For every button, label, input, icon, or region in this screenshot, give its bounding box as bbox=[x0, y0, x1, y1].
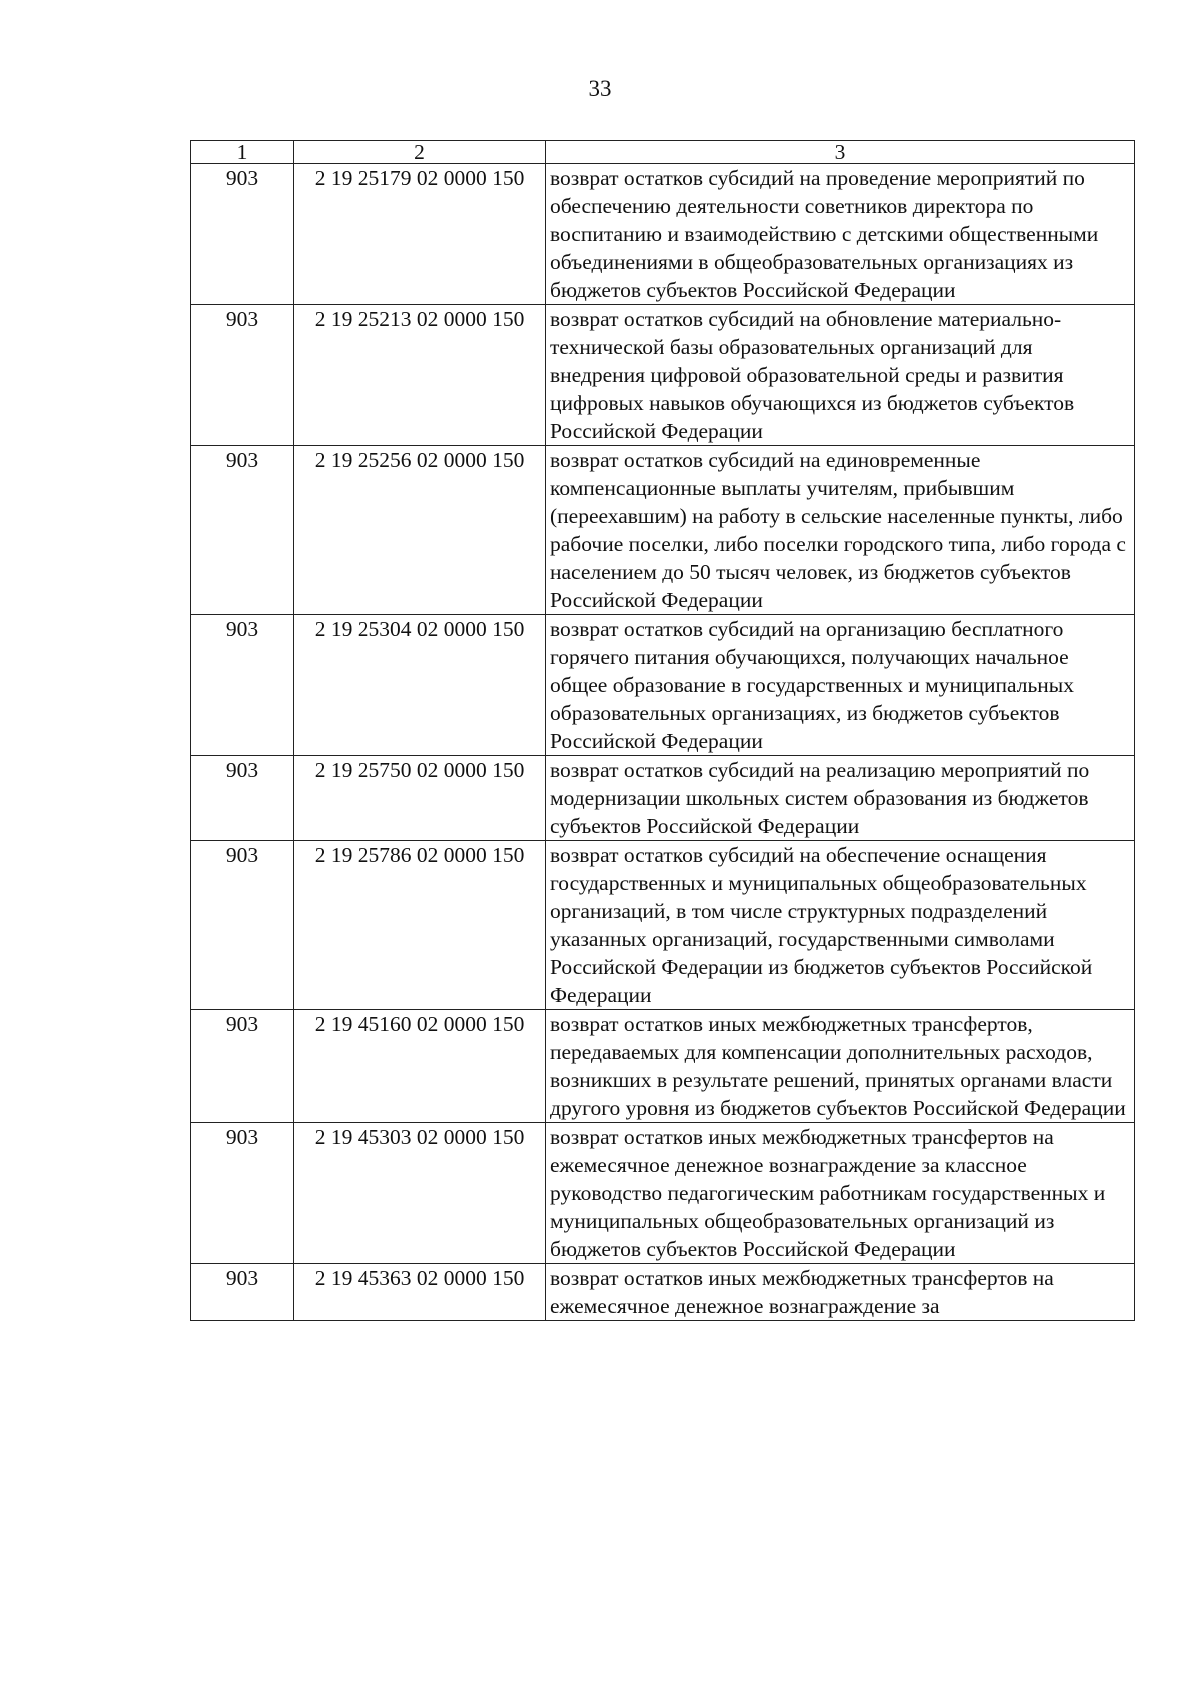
administrator-code-cell: 903 bbox=[191, 615, 294, 756]
description-cell: возврат остатков субсидий на единовременные компенсационные выплаты учителям, прибывшим (переехавшим) на работу в сельские населенные пункты, либо рабочие поселки, либо поселки городского типа, либо города с населением до 50 тысяч человек, из бюджетов субъектов Российской Федерации bbox=[546, 446, 1135, 615]
table-row bbox=[191, 841, 1135, 1010]
description-cell: возврат остатков иных межбюджетных трансфертов на ежемесячное денежное вознаграждение за bbox=[546, 1264, 1135, 1321]
description-cell: возврат остатков иных межбюджетных трансфертов, передаваемых для компенсации дополнительных расходов, возникших в результате решений, принятых органами власти другого уровня из бюджетов субъектов Российской Федерации bbox=[546, 1010, 1135, 1123]
table-row bbox=[191, 1264, 1135, 1321]
budget-code-cell: 2 19 25786 02 0000 150 bbox=[294, 841, 546, 1010]
description-cell: возврат остатков субсидий на обеспечение оснащения государственных и муниципальных общеобразовательных организаций, в том числе структурных подразделений указанных организаций, государственными символами Российской Федерации из бюджетов субъектов Российской Федерации bbox=[546, 841, 1135, 1010]
page-number: 33 bbox=[588, 76, 612, 101]
budget-code-cell: 2 19 25213 02 0000 150 bbox=[294, 305, 546, 446]
administrator-code-cell: 903 bbox=[191, 756, 294, 841]
budget-code-cell: 2 19 25179 02 0000 150 bbox=[294, 164, 546, 305]
table-row bbox=[191, 305, 1135, 446]
table-row bbox=[191, 615, 1135, 756]
administrator-code-cell: 903 bbox=[191, 305, 294, 446]
table-row bbox=[191, 1123, 1135, 1264]
column-header-3: 3 bbox=[546, 141, 1135, 164]
administrator-code-cell: 903 bbox=[191, 1010, 294, 1123]
administrator-code-cell: 903 bbox=[191, 446, 294, 615]
budget-code-cell: 2 19 45303 02 0000 150 bbox=[294, 1123, 546, 1264]
budget-code-cell: 2 19 45160 02 0000 150 bbox=[294, 1010, 546, 1123]
administrator-code-cell: 903 bbox=[191, 164, 294, 305]
budget-code-cell: 2 19 25256 02 0000 150 bbox=[294, 446, 546, 615]
column-header-2: 2 bbox=[294, 141, 546, 164]
description-cell: возврат остатков субсидий на обновление материально-технической базы образовательных организаций для внедрения цифровой образовательной среды и развития цифровых навыков обучающихся из бюджетов субъектов Российской Федерации bbox=[546, 305, 1135, 446]
budget-code-cell: 2 19 25750 02 0000 150 bbox=[294, 756, 546, 841]
administrator-code-cell: 903 bbox=[191, 1264, 294, 1321]
budget-codes-table bbox=[190, 140, 1135, 1321]
description-cell: возврат остатков иных межбюджетных трансфертов на ежемесячное денежное вознаграждение за классное руководство педагогическим работникам государственных и муниципальных общеобразовательных организаций из бюджетов субъектов Российской Федерации bbox=[546, 1123, 1135, 1264]
table-header-row bbox=[191, 141, 1135, 164]
column-header-1: 1 bbox=[191, 141, 294, 164]
description-cell: возврат остатков субсидий на проведение мероприятий по обеспечению деятельности советников директора по воспитанию и взаимодействию с детскими общественными объединениями в общеобразовательных организациях из бюджетов субъектов Российской Федерации bbox=[546, 164, 1135, 305]
administrator-code-cell: 903 bbox=[191, 841, 294, 1010]
description-cell: возврат остатков субсидий на организацию бесплатного горячего питания обучающихся, получающих начальное общее образование в государственных и муниципальных образовательных организациях, из бюджетов субъектов Российской Федерации bbox=[546, 615, 1135, 756]
table-row bbox=[191, 446, 1135, 615]
budget-code-cell: 2 19 25304 02 0000 150 bbox=[294, 615, 546, 756]
table-row bbox=[191, 164, 1135, 305]
table-row bbox=[191, 1010, 1135, 1123]
table-row bbox=[191, 756, 1135, 841]
description-cell: возврат остатков субсидий на реализацию мероприятий по модернизации школьных систем образования из бюджетов субъектов Российской Федерации bbox=[546, 756, 1135, 841]
budget-code-cell: 2 19 45363 02 0000 150 bbox=[294, 1264, 546, 1321]
administrator-code-cell: 903 bbox=[191, 1123, 294, 1264]
